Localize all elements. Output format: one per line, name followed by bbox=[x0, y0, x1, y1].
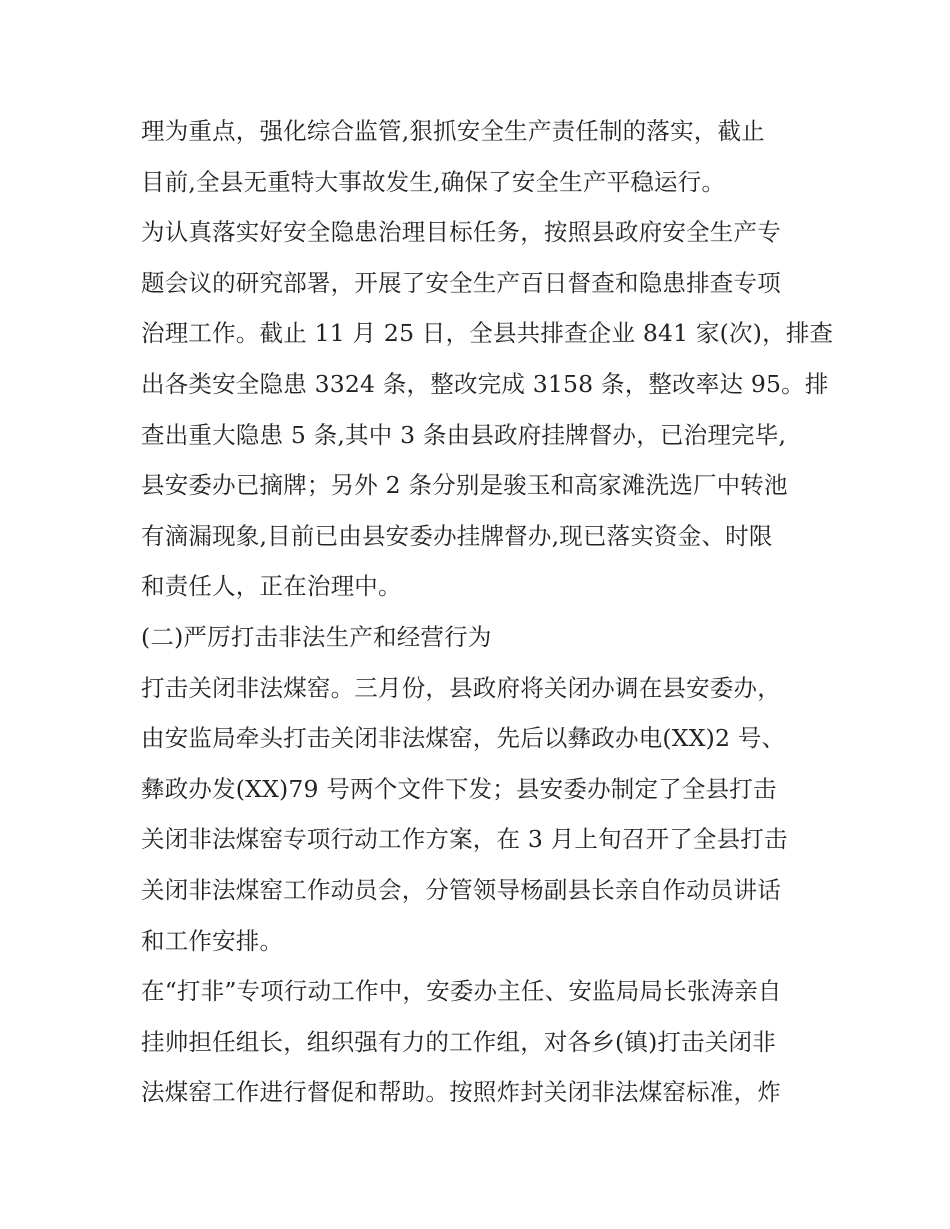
text-line: 查出重大隐患 5 条,其中 3 条由县政府挂牌督办，已治理完毕, bbox=[141, 420, 787, 449]
text-line: 有滴漏现象,目前已由县安委办挂牌督办,现已落实资金、时限 bbox=[141, 521, 773, 550]
text-line: 关闭非法煤窑工作动员会，分管领导杨副县长亲自作动员讲话 bbox=[141, 875, 781, 904]
paragraph-1 bbox=[141, 106, 813, 207]
text-line: 治理工作。截止 11 月 25 日，全县共排查企业 841 家(次)，排查 bbox=[141, 319, 834, 348]
text-line: 法煤窑工作进行督促和帮助。按照炸封关闭非法煤窑标准，炸 bbox=[141, 1078, 781, 1107]
text-line: 县安委办已摘牌；另外 2 条分别是骏玉和高家滩洗选厂中转池 bbox=[141, 471, 788, 500]
text-line: 挂帅担任组长，组织强有力的工作组，对各乡(镇)打击关闭非 bbox=[141, 1027, 776, 1056]
paragraph-4 bbox=[141, 966, 813, 1118]
document-body bbox=[141, 106, 834, 1118]
text-line: 由安监局牵头打击关闭非法煤窑，先后以彝政办电(XX)2 号、 bbox=[141, 724, 786, 753]
heading-line: (二)严厉打击非法生产和经营行为 bbox=[141, 622, 492, 651]
text-line: 和责任人，正在治理中。 bbox=[141, 572, 402, 601]
paragraph-2 bbox=[141, 207, 834, 612]
text-line: 在“打非”专项行动工作中，安委办主任、安监局局长张涛亲自 bbox=[141, 977, 782, 1006]
text-line: 题会议的研究部署，开展了安全生产百日督查和隐患排查专项 bbox=[141, 268, 781, 297]
text-line: 目前,全县无重特大事故发生,确保了安全生产平稳运行。 bbox=[141, 167, 726, 196]
text-line: 关闭非法煤窑专项行动工作方案，在 3 月上旬召开了全县打击 bbox=[141, 825, 788, 854]
text-line: 打击关闭非法煤窑。三月份，县政府将关闭办调在县安委办， bbox=[141, 673, 781, 702]
text-line: 为认真落实好安全隐患治理目标任务，按照县政府安全生产专 bbox=[141, 218, 781, 247]
paragraph-3 bbox=[141, 663, 813, 967]
text-line: 理为重点，强化综合监管,狠抓安全生产责任制的落实，截止 bbox=[141, 117, 765, 145]
text-line: 和工作安排。 bbox=[141, 926, 284, 955]
text-line: 彝政办发(XX)79 号两个文件下发；县安委办制定了全县打击 bbox=[141, 774, 777, 803]
text-line: 出各类安全隐患 3324 条，整改完成 3158 条，整改率达 95。排 bbox=[141, 369, 829, 398]
section-heading bbox=[141, 612, 813, 663]
